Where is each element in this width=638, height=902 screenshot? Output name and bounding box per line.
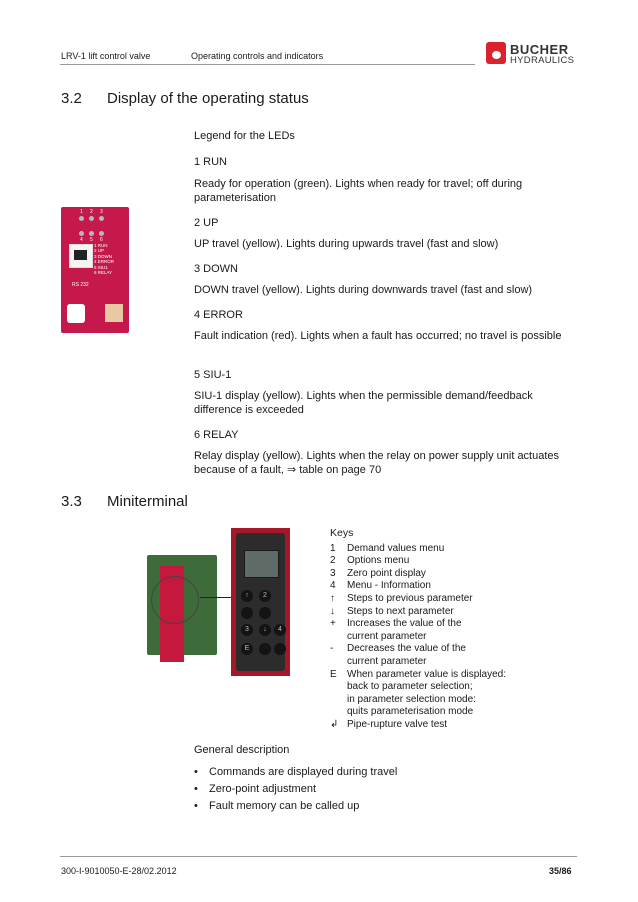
led-indicator xyxy=(79,231,84,236)
key-row: back to parameter selection; xyxy=(347,681,473,693)
key-row: quits parameterisation mode xyxy=(347,706,474,718)
bullet-item: • Commands are displayed during travel xyxy=(194,766,398,778)
key-row: in parameter selection mode: xyxy=(347,693,476,705)
led-item-label: 2 UP xyxy=(194,217,219,229)
section-title: Miniterminal xyxy=(107,493,188,510)
led-item-label: 4 ERROR xyxy=(194,309,243,321)
highlight-circle xyxy=(151,576,199,624)
logo-text-bucher: BUCHER xyxy=(510,42,569,57)
led-item-label: 3 DOWN xyxy=(194,263,238,275)
key-row: 1 Demand values menu xyxy=(330,542,445,554)
header-divider xyxy=(60,64,475,65)
section-number: 3.3 xyxy=(61,493,82,510)
key-row: 2 Options menu xyxy=(330,555,410,567)
miniterminal-display xyxy=(244,550,279,578)
board-led-label: 2 UP xyxy=(94,248,105,254)
key-row: - Decreases the value of the xyxy=(330,643,466,655)
bullet-item: • Zero-point adjustment xyxy=(194,783,316,795)
section-title: Display of the operating status xyxy=(107,90,309,107)
page-number: 35/86 xyxy=(549,866,572,876)
led-item-label: 6 RELAY xyxy=(194,429,239,441)
led-item-label: 5 SIU-1 xyxy=(194,369,232,381)
led-item-text: Ready for operation (green). Lights when ready for travel; off during parameterisation xyxy=(194,178,523,204)
general-description-title: General description xyxy=(194,744,290,756)
board-led-number: 3 xyxy=(100,209,103,215)
section-number: 3.2 xyxy=(61,90,82,107)
key-row: current parameter xyxy=(347,655,427,667)
terminal-key xyxy=(274,643,286,655)
led-item-text: SIU-1 display (yellow). Lights when the permissible demand/feedback difference is exceeded xyxy=(194,390,533,416)
header-doc-title: LRV-1 lift control valve xyxy=(61,51,151,61)
led-item-label: 1 RUN xyxy=(194,156,228,168)
led-indicator xyxy=(99,231,104,236)
led-item-text: UP travel (yellow). Lights during upwards travel (fast and slow) xyxy=(194,238,499,250)
terminal-key xyxy=(259,643,271,655)
key-row: + Increases the value of the xyxy=(330,618,462,630)
footer-divider xyxy=(60,856,577,857)
board-led-number: 2 xyxy=(90,209,93,215)
legend-title: Legend for the LEDs xyxy=(194,130,295,142)
terminal-key xyxy=(259,607,271,619)
led-item-text: Relay display (yellow). Lights when the relay on power supply unit actuates because of a fault, ⇒ table on page 70 xyxy=(194,450,560,476)
bucher-logo-icon xyxy=(67,304,85,323)
board-led-number: 1 xyxy=(80,209,83,215)
terminal-key: ↑ xyxy=(241,590,253,602)
board-led-label: 4 ERROR xyxy=(94,259,115,265)
footer-doc-id: 300-I-9010050-E-28/02.2012 xyxy=(61,866,177,876)
board-led-label: 5 SIU1 xyxy=(94,264,108,270)
terminal-key: 2 xyxy=(259,590,271,602)
key-row: current parameter xyxy=(347,630,427,642)
key-row: ↑ Steps to previous parameter xyxy=(330,592,473,604)
keys-legend xyxy=(330,527,506,732)
led-item-text: DOWN travel (yellow). Lights during downwards travel (fast and slow) xyxy=(194,284,533,296)
led-indicator xyxy=(99,216,104,221)
terminal-key: 4 xyxy=(274,624,286,636)
board-led-label: 1 RUN xyxy=(94,243,108,248)
board-led-label: 6 RELAY xyxy=(94,270,113,276)
terminal-key: E xyxy=(241,643,253,655)
led-indicator xyxy=(79,216,84,221)
key-row: ↓ Steps to next parameter xyxy=(330,605,454,617)
led-item-text: Fault indication (red). Lights when a fault has occurred; no travel is possible xyxy=(194,330,562,342)
keys-title: Keys xyxy=(330,527,354,539)
key-row: E When parameter value is displayed: xyxy=(330,668,506,680)
key-row: ↲ Pipe-rupture valve test xyxy=(330,718,448,730)
led-indicator xyxy=(89,216,94,221)
esd-warning-icon xyxy=(105,304,123,322)
header-section-title: Operating controls and indicators xyxy=(191,51,324,61)
terminal-key: ↓ xyxy=(259,624,271,636)
logo-text-hydraulics: HYDRAULICS xyxy=(510,55,575,66)
key-row: 4 Menu - Information xyxy=(330,580,431,592)
bucher-logo-icon xyxy=(486,42,506,64)
terminal-key xyxy=(241,607,253,619)
board-led-number: 4 xyxy=(80,237,83,243)
board-port-label: RS 232 xyxy=(72,282,89,288)
terminal-key: 3 xyxy=(241,624,253,636)
board-led-number: 5 xyxy=(90,237,93,243)
bullet-item: • Fault memory can be called up xyxy=(194,800,360,812)
board-led-label: 3 DOWN xyxy=(94,253,112,259)
board-led-number: 6 xyxy=(100,237,103,243)
led-board-image xyxy=(61,207,129,333)
led-indicator xyxy=(89,231,94,236)
rs232-port-icon xyxy=(69,244,93,268)
key-row: 3 Zero point display xyxy=(330,567,426,579)
